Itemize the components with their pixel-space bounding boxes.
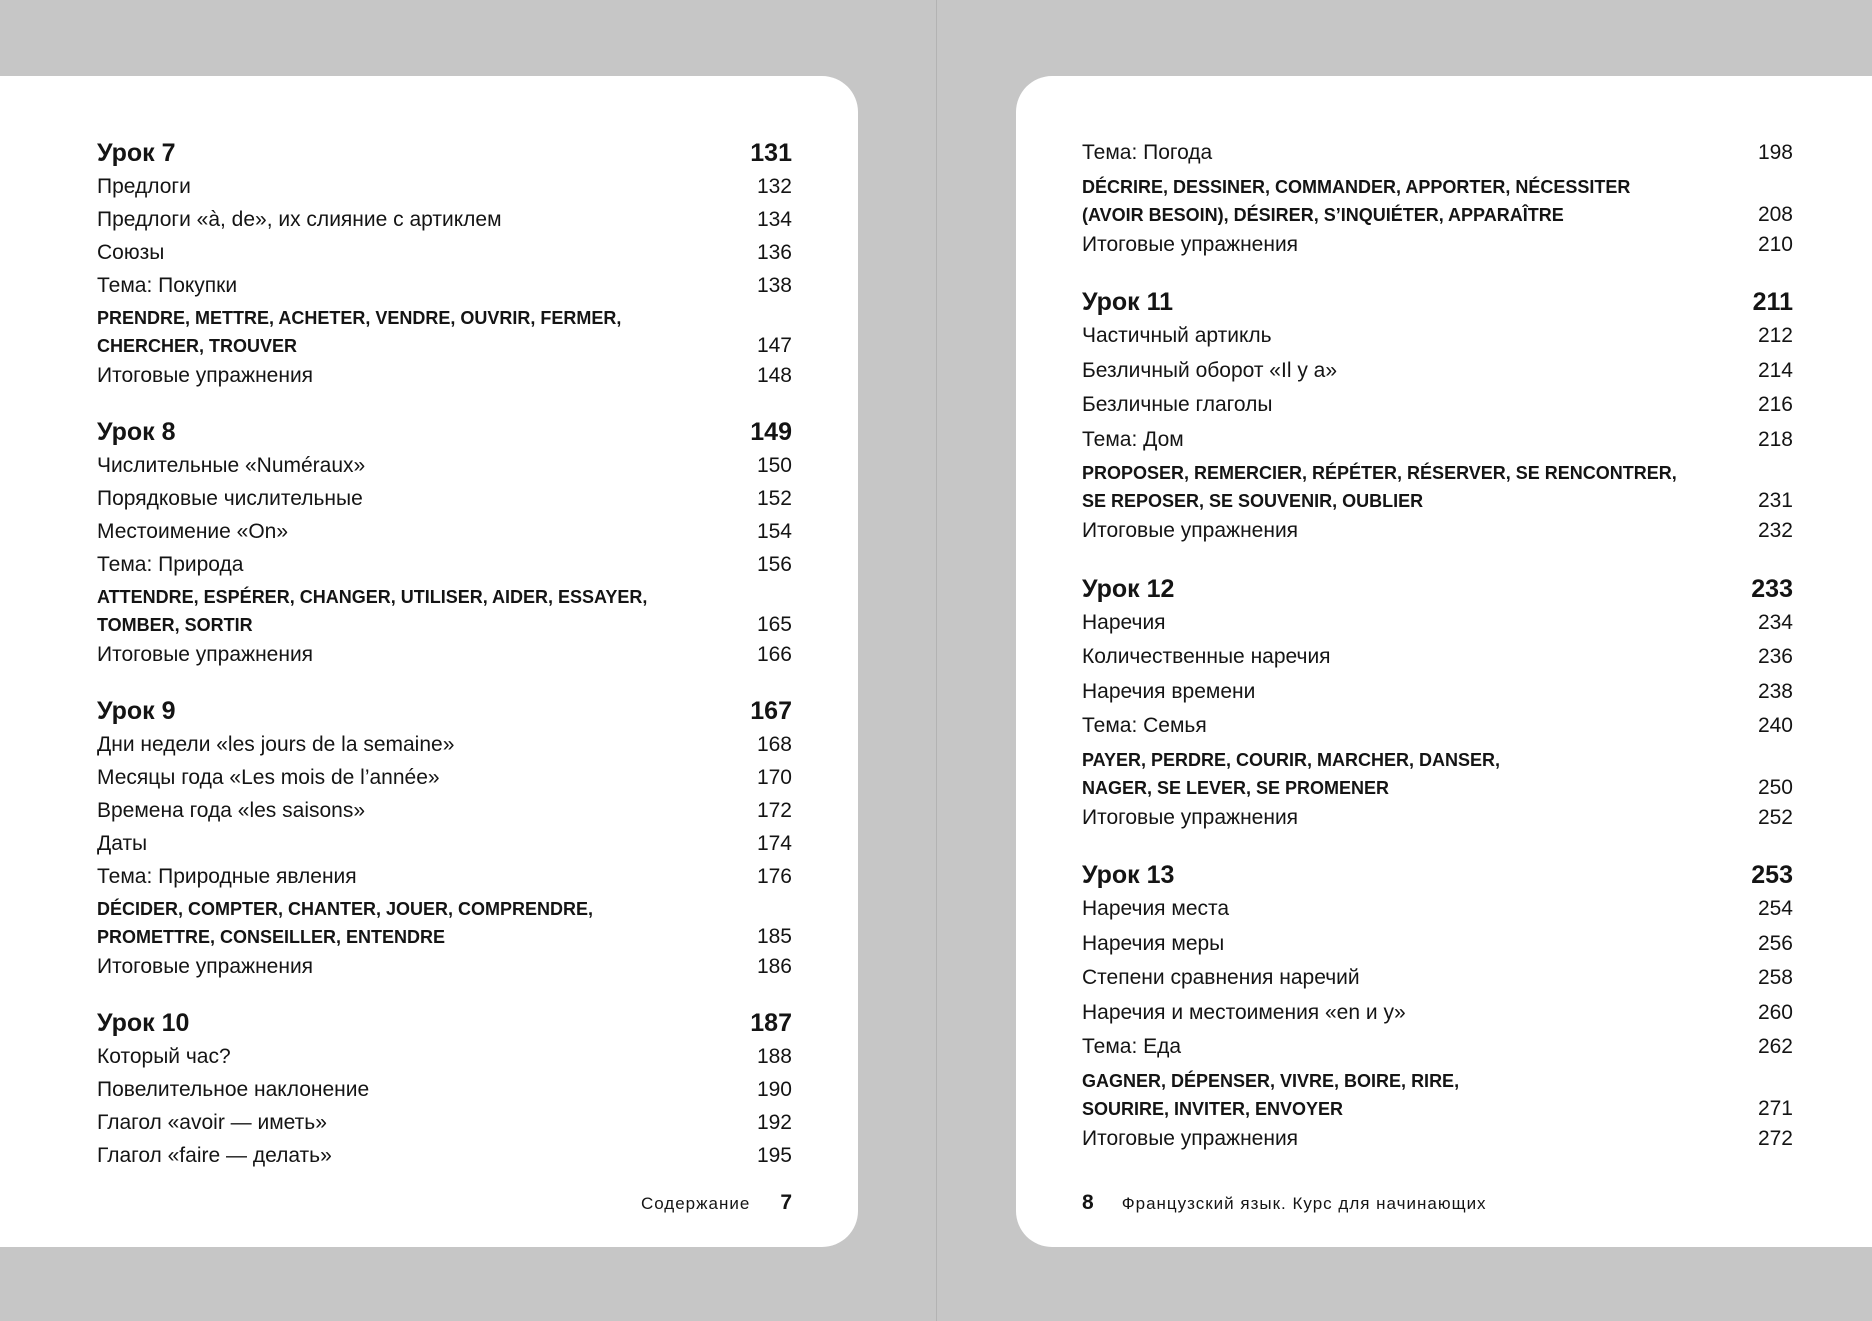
entry-page: 214: [1757, 358, 1793, 382]
page-footer-left: [641, 1191, 792, 1215]
entry-page: 260: [1757, 1000, 1793, 1024]
verbs-text: PROPOSER, REMERCIER, RÉPÉTER, RÉSERVER, SE RENCONTRER, SE REPOSER, SE SOUVENIR, OUBLIER: [1082, 463, 1677, 511]
entry-title: Глагол «avoir — иметь»: [97, 1111, 327, 1134]
lesson-13: [1082, 858, 1793, 1156]
entry-title: Союзы: [97, 241, 165, 264]
toc-entry[interactable]: [1082, 319, 1793, 354]
entry-title: Наречия времени: [1082, 679, 1256, 703]
entry-title: Предлоги: [97, 175, 191, 198]
toc-verbs-entry[interactable]: [1082, 173, 1793, 229]
toc-verbs-entry[interactable]: [97, 583, 792, 639]
running-footer-title: Содержание: [640, 1194, 751, 1213]
toc-entry-final-exercises[interactable]: [1082, 514, 1793, 549]
entry-page: 258: [1757, 966, 1793, 989]
entry-page: 216: [1757, 393, 1793, 416]
entry-title: Количественные наречия: [1082, 645, 1331, 668]
entry-page: 152: [756, 487, 792, 510]
lesson-heading[interactable]: [1082, 858, 1793, 892]
lesson-heading[interactable]: [1082, 285, 1793, 319]
entry-page: 150: [756, 454, 792, 477]
entry-title: Который час?: [97, 1045, 231, 1068]
running-footer-title: Французский язык. Курс для начинающих: [1121, 1194, 1487, 1213]
entry-title: Наречия: [1082, 610, 1166, 634]
left-page: [0, 76, 858, 1247]
entry-title: Числительные «Numéraux»: [97, 454, 366, 477]
entry-page: 186: [756, 955, 792, 978]
lesson-title: Урок 12: [1082, 574, 1175, 603]
toc-entry[interactable]: [97, 170, 792, 203]
lesson-title: Урок 7: [97, 139, 176, 167]
entry-page: 236: [1757, 645, 1793, 668]
toc-verbs-entry[interactable]: [97, 304, 792, 360]
lesson-title: Урок 11: [1082, 288, 1174, 316]
toc-entry[interactable]: [97, 1040, 792, 1073]
entry-page: 170: [756, 766, 792, 789]
toc-entry[interactable]: [97, 728, 792, 761]
toc-verbs-entry[interactable]: [1082, 746, 1793, 802]
entry-title: Месяцы года «Les mois de l’année»: [97, 766, 440, 789]
toc-entry[interactable]: [97, 761, 792, 794]
toc-entry[interactable]: [1082, 136, 1793, 171]
verbs-page: 250: [1757, 775, 1793, 799]
entry-page: 272: [1757, 1126, 1793, 1150]
lesson-11: [1082, 285, 1793, 549]
entry-title: Глагол «faire — делать»: [97, 1144, 332, 1167]
lesson-heading[interactable]: [97, 415, 792, 449]
entry-title: Итоговые упражнения: [97, 955, 314, 978]
toc-entry-final-exercises[interactable]: [97, 359, 792, 392]
book-spine: [936, 0, 937, 1321]
lesson-page: 149: [750, 418, 792, 446]
entry-page: 172: [756, 799, 792, 822]
table-of-contents-left: [97, 136, 792, 1195]
entry-title: Наречия меры: [1082, 931, 1225, 955]
entry-title: Безличный оборот «Il y a»: [1082, 358, 1338, 382]
entry-page: 134: [756, 208, 792, 231]
entry-page: 156: [756, 553, 792, 576]
verbs-page: 165: [756, 613, 792, 636]
lesson-title: Урок 13: [1082, 861, 1175, 889]
lesson-heading[interactable]: [97, 694, 792, 728]
entry-page: 262: [1757, 1035, 1793, 1058]
toc-entry[interactable]: [1082, 675, 1793, 710]
entry-page: 168: [756, 733, 792, 756]
entry-page: 148: [756, 364, 792, 387]
toc-entry[interactable]: [97, 860, 792, 893]
entry-title: Тема: Природные явления: [97, 865, 357, 888]
lesson-heading[interactable]: [1082, 572, 1793, 606]
entry-page: 240: [1757, 714, 1793, 737]
lesson-10-continued: [1082, 136, 1793, 262]
verbs-text: ATTENDRE, ESPÉRER, CHANGER, UTILISER, AIDER, ESSAYER, TOMBER, SORTIR: [97, 587, 648, 635]
verbs-text: PRENDRE, METTRE, ACHETER, VENDRE, OUVRIR, FERMER, CHERCHER, TROUVER: [97, 308, 622, 356]
toc-entry[interactable]: [97, 269, 792, 302]
page-number: 8: [1082, 1191, 1094, 1214]
entry-title: Тема: Дом: [1082, 427, 1184, 451]
entry-title: Итоговые упражнения: [1082, 805, 1299, 829]
entry-page: 138: [756, 274, 792, 297]
entry-page: 252: [1757, 805, 1793, 829]
entry-page: 154: [756, 520, 792, 543]
toc-entry-final-exercises[interactable]: [1082, 228, 1793, 263]
entry-page: 212: [1757, 324, 1793, 347]
lesson-page: 187: [750, 1009, 792, 1037]
entry-title: Степени сравнения наречий: [1082, 966, 1360, 989]
lesson-page: 131: [750, 139, 792, 167]
toc-entry[interactable]: [1082, 892, 1793, 927]
lesson-7: [97, 136, 792, 392]
entry-title: Итоговые упражнения: [1082, 1126, 1299, 1150]
toc-entry[interactable]: [1082, 927, 1793, 962]
entry-title: Тема: Еда: [1082, 1035, 1182, 1058]
toc-entry[interactable]: [97, 827, 792, 860]
entry-page: 132: [756, 175, 792, 198]
toc-entry[interactable]: [1082, 606, 1793, 641]
lesson-title: Урок 8: [97, 418, 176, 446]
right-page: [1016, 76, 1872, 1247]
verbs-page: 147: [756, 334, 792, 357]
toc-entry[interactable]: [97, 794, 792, 827]
entry-title: Времена года «les saisons»: [97, 799, 366, 822]
page-footer-right: [1082, 1191, 1487, 1215]
toc-entry-final-exercises[interactable]: [97, 950, 792, 983]
entry-page: 174: [756, 832, 792, 855]
toc-verbs-entry[interactable]: [97, 895, 792, 951]
entry-title: Итоговые упражнения: [1082, 519, 1299, 542]
entry-page: 190: [756, 1078, 792, 1101]
entry-title: Тема: Покупки: [97, 274, 238, 297]
entry-title: Местоимение «On»: [97, 520, 289, 543]
entry-title: Повелительное наклонение: [97, 1078, 370, 1101]
lesson-heading[interactable]: [97, 1006, 792, 1040]
entry-title: Безличные глаголы: [1082, 393, 1273, 416]
verbs-page: 231: [1757, 489, 1793, 512]
toc-entry[interactable]: [1082, 423, 1793, 458]
toc-entry[interactable]: [1082, 388, 1793, 423]
entry-title: Итоговые упражнения: [1082, 232, 1299, 256]
entry-title: Тема: Природа: [97, 553, 244, 576]
toc-entry[interactable]: [97, 515, 792, 548]
entry-page: 198: [1757, 141, 1793, 164]
verbs-page: 271: [1757, 1096, 1793, 1120]
entry-page: 136: [756, 241, 792, 264]
toc-entry[interactable]: [97, 482, 792, 515]
lesson-heading[interactable]: [97, 136, 792, 170]
toc-entry[interactable]: [1082, 996, 1793, 1031]
entry-title: Тема: Погода: [1082, 141, 1213, 164]
lesson-page: 233: [1751, 574, 1793, 603]
toc-entry[interactable]: [97, 548, 792, 581]
entry-title: Даты: [97, 832, 148, 855]
entry-page: 166: [756, 643, 792, 666]
entry-title: Порядковые числительные: [97, 487, 363, 510]
lesson-page: 167: [750, 697, 792, 725]
toc-entry[interactable]: [1082, 640, 1793, 675]
page-number: 7: [780, 1191, 792, 1214]
toc-verbs-entry[interactable]: [1082, 1067, 1793, 1123]
toc-entry[interactable]: [1082, 709, 1793, 744]
toc-entry[interactable]: [97, 1106, 792, 1139]
toc-entry-final-exercises[interactable]: [1082, 1122, 1793, 1157]
entry-title: Наречия и местоимения «en и y»: [1082, 1000, 1406, 1024]
entry-page: 254: [1757, 897, 1793, 920]
lesson-page: 211: [1752, 288, 1793, 316]
entry-title: Частичный артикль: [1082, 324, 1272, 347]
entry-page: 218: [1757, 427, 1793, 451]
table-of-contents-right: [1082, 136, 1793, 1179]
entry-page: 195: [756, 1144, 792, 1167]
entry-title: Дни недели «les jours de la semaine»: [97, 733, 455, 756]
toc-entry[interactable]: [97, 203, 792, 236]
toc-entry[interactable]: [97, 1139, 792, 1172]
entry-page: 188: [756, 1045, 792, 1068]
entry-page: 238: [1757, 679, 1793, 703]
lesson-9: [97, 694, 792, 983]
toc-entry[interactable]: [1082, 1030, 1793, 1065]
entry-page: 192: [756, 1111, 792, 1134]
entry-title: Итоговые упражнения: [97, 364, 314, 387]
entry-page: 232: [1757, 519, 1793, 542]
verbs-text: PAYER, PERDRE, COURIR, MARCHER, DANSER, NAGER, SE LEVER, SE PROMENER: [1082, 749, 1501, 798]
toc-entry[interactable]: [97, 236, 792, 269]
entry-title: Тема: Семья: [1082, 714, 1207, 737]
lesson-title: Урок 10: [97, 1009, 190, 1037]
entry-title: Предлоги «à, de», их слияние с артиклем: [97, 208, 502, 231]
entry-page: 256: [1757, 931, 1793, 955]
toc-verbs-entry[interactable]: [1082, 459, 1793, 515]
entry-title: Наречия места: [1082, 897, 1230, 920]
verbs-text: DÉCRIRE, DESSINER, COMMANDER, APPORTER, NÉCESSITER (AVOIR BESOIN), DÉSIRER, S’INQUIÉTER, APPARAÎTRE: [1082, 176, 1631, 225]
lesson-12: [1082, 572, 1793, 836]
verbs-text: DÉCIDER, COMPTER, CHANTER, JOUER, COMPRENDRE, PROMETTRE, CONSEILLER, ENTENDRE: [97, 899, 594, 947]
entry-title: Итоговые упражнения: [97, 643, 314, 666]
lesson-8: [97, 415, 792, 671]
lesson-title: Урок 9: [97, 697, 176, 725]
toc-entry[interactable]: [97, 1073, 792, 1106]
toc-entry[interactable]: [97, 449, 792, 482]
verbs-page: 185: [756, 925, 792, 948]
verbs-page: 208: [1757, 202, 1793, 226]
entry-page: 234: [1757, 610, 1793, 634]
entry-page: 176: [756, 865, 792, 888]
lesson-page: 253: [1751, 861, 1793, 889]
toc-entry-final-exercises[interactable]: [1082, 801, 1793, 836]
entry-page: 210: [1757, 232, 1793, 256]
verbs-text: GAGNER, DÉPENSER, VIVRE, BOIRE, RIRE, SOURIRE, INVITER, ENVOYER: [1082, 1070, 1460, 1119]
toc-entry-final-exercises[interactable]: [97, 638, 792, 671]
toc-entry[interactable]: [1082, 354, 1793, 389]
lesson-10: [97, 1006, 792, 1172]
toc-entry[interactable]: [1082, 961, 1793, 996]
